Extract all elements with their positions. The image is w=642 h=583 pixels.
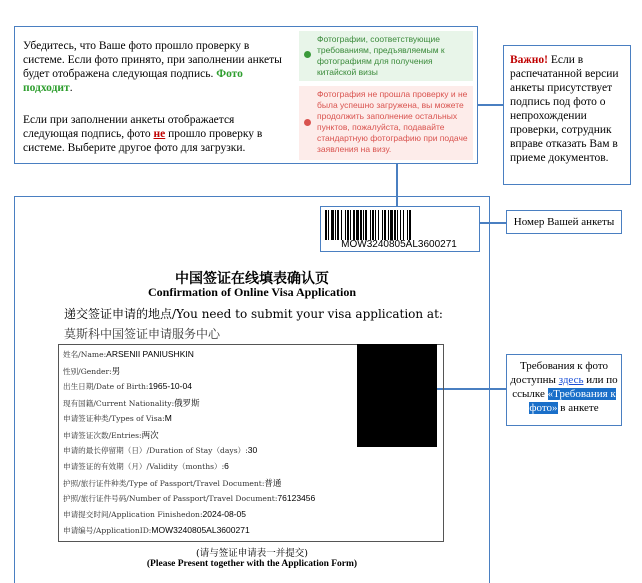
photo-fail-text-start: Если при заполнении анкеты отображается следующая подпись, фото	[23, 114, 235, 140]
important-warning-box	[503, 45, 631, 185]
photo-ok-sample-note	[299, 31, 473, 81]
photo-req-end-text: в анкете	[560, 402, 599, 414]
form-row-value: 两次	[141, 430, 159, 440]
form-row-value: 普通	[264, 478, 282, 488]
form-row-value: M	[164, 413, 172, 423]
form-row-label: 申请的最长停留期（日）/Duration of Stay（days）:	[63, 446, 248, 455]
form-row	[63, 397, 200, 409]
photo-req-text: Требования к фото доступны	[510, 360, 609, 386]
footer-note-en: (Please Present together with the Application Form)	[146, 559, 358, 569]
form-row-value: 1965-10-04	[148, 381, 192, 391]
form-row	[63, 413, 172, 424]
photo-ok-text: Убедитесь, что Ваше фото прошло проверку в системе. Если фото принято, при заполнении анкеты будет отображена следующая подпись.	[23, 40, 282, 80]
form-row	[63, 477, 281, 489]
anketa-number-callout	[506, 210, 622, 234]
form-row-label: 申请编号/ApplicationID:	[63, 526, 152, 535]
form-row	[63, 381, 192, 392]
form-row-value: 男	[111, 366, 121, 376]
submit-location-label: 递交签证申请的地点/You need to submit your visa application at:	[64, 307, 443, 321]
applicant-photo	[357, 344, 437, 447]
photo-check-instruction-box	[14, 26, 478, 164]
photo-fail-not-word: не	[153, 128, 166, 140]
document-title-cn: 中国签证在线填表确认页	[175, 271, 329, 287]
form-row-label: 出生日期/Date of Birth:	[63, 382, 149, 391]
form-row-label: 申请签证种类/Types of Visa:	[63, 414, 165, 423]
photo-req-highlight: «Требования к фото»	[529, 388, 616, 414]
form-row	[63, 429, 159, 441]
form-row	[63, 493, 315, 504]
form-row	[63, 509, 246, 520]
form-row-label: 现有国籍/Current Nationality:	[63, 399, 175, 408]
anketa-number-label: Номер Вашей анкеты	[513, 216, 615, 228]
form-row-value: MOW3240805AL3600271	[151, 525, 250, 535]
form-row-label: 姓名/Name:	[63, 350, 107, 359]
check-dot-icon	[304, 51, 311, 58]
photo-ok-label: Фото подходит	[23, 68, 243, 94]
form-row	[63, 445, 257, 456]
warning-title: Важно!	[510, 54, 548, 66]
photo-req-middle-text: или по ссылке	[512, 374, 618, 400]
photo-fail-sample-text: Фотография не прошла проверку и не была успешно загружена, вы можете продолжить заполнение остальных пунктов, пожалуйста, подавайте стандартную фотографию при подаче заявления на визу.	[317, 89, 468, 154]
form-row-label: 申请签证的有效期（月）/Validity（months）:	[63, 462, 225, 471]
connector-line	[478, 104, 503, 106]
photo-requirements-callout	[506, 354, 622, 426]
photo-fail-instruction	[23, 113, 288, 155]
document-title-en: Confirmation of Online Visa Application	[147, 285, 357, 299]
visa-center-name: 莫斯科中国签证申请服务中心	[64, 327, 221, 341]
photo-fail-text-end: прошло проверку в системе. Выберите другое фото для загрузки.	[23, 128, 263, 154]
form-row-label: 性别/Gender:	[63, 367, 112, 376]
warning-text: Если в распечатанной версии анкеты присутствует подпись под фото о непрохождении проверки, сотрудник вправе отказать Вам в приеме документов.	[510, 54, 619, 164]
barcode-box	[320, 206, 480, 252]
barcode-number: MOW3240805AL3600271	[341, 239, 457, 250]
form-row-value: 俄罗斯	[174, 398, 200, 408]
photo-ok-instruction	[23, 39, 288, 95]
form-row-value: 6	[224, 461, 229, 471]
photo-fail-sample-note	[299, 86, 473, 160]
form-row-value: 30	[247, 445, 258, 455]
form-row-label: 申请签证次数/Entries:	[63, 431, 142, 440]
barcode-icon	[325, 210, 475, 240]
form-row	[63, 525, 250, 536]
form-row	[63, 461, 229, 472]
form-row-value: 2024-08-05	[202, 509, 246, 519]
form-row-value: ARSENII PANIUSHKIN	[106, 349, 194, 359]
form-row	[63, 365, 120, 377]
error-dot-icon	[304, 119, 311, 126]
footer-note-cn: (请与签证申请表一并提交)	[196, 548, 308, 559]
photo-ok-sample-text: Фотографии, соответствующие требованиям, предъявляемым к фотографиям для получения китайской визы	[317, 34, 445, 77]
form-row	[63, 349, 194, 360]
form-row-label: 护照/旅行证件号码/Number of Passport/Travel Document:	[63, 494, 278, 503]
photo-req-link[interactable]: здесь	[558, 374, 584, 386]
form-row-label: 护照/旅行证件种类/Type of Passport/Travel Document:	[63, 479, 265, 488]
form-row-label: 申请提交时间/Application Finishedon:	[63, 510, 203, 519]
photo-ok-period: .	[69, 82, 73, 94]
form-row-value: 76123456	[277, 493, 316, 503]
